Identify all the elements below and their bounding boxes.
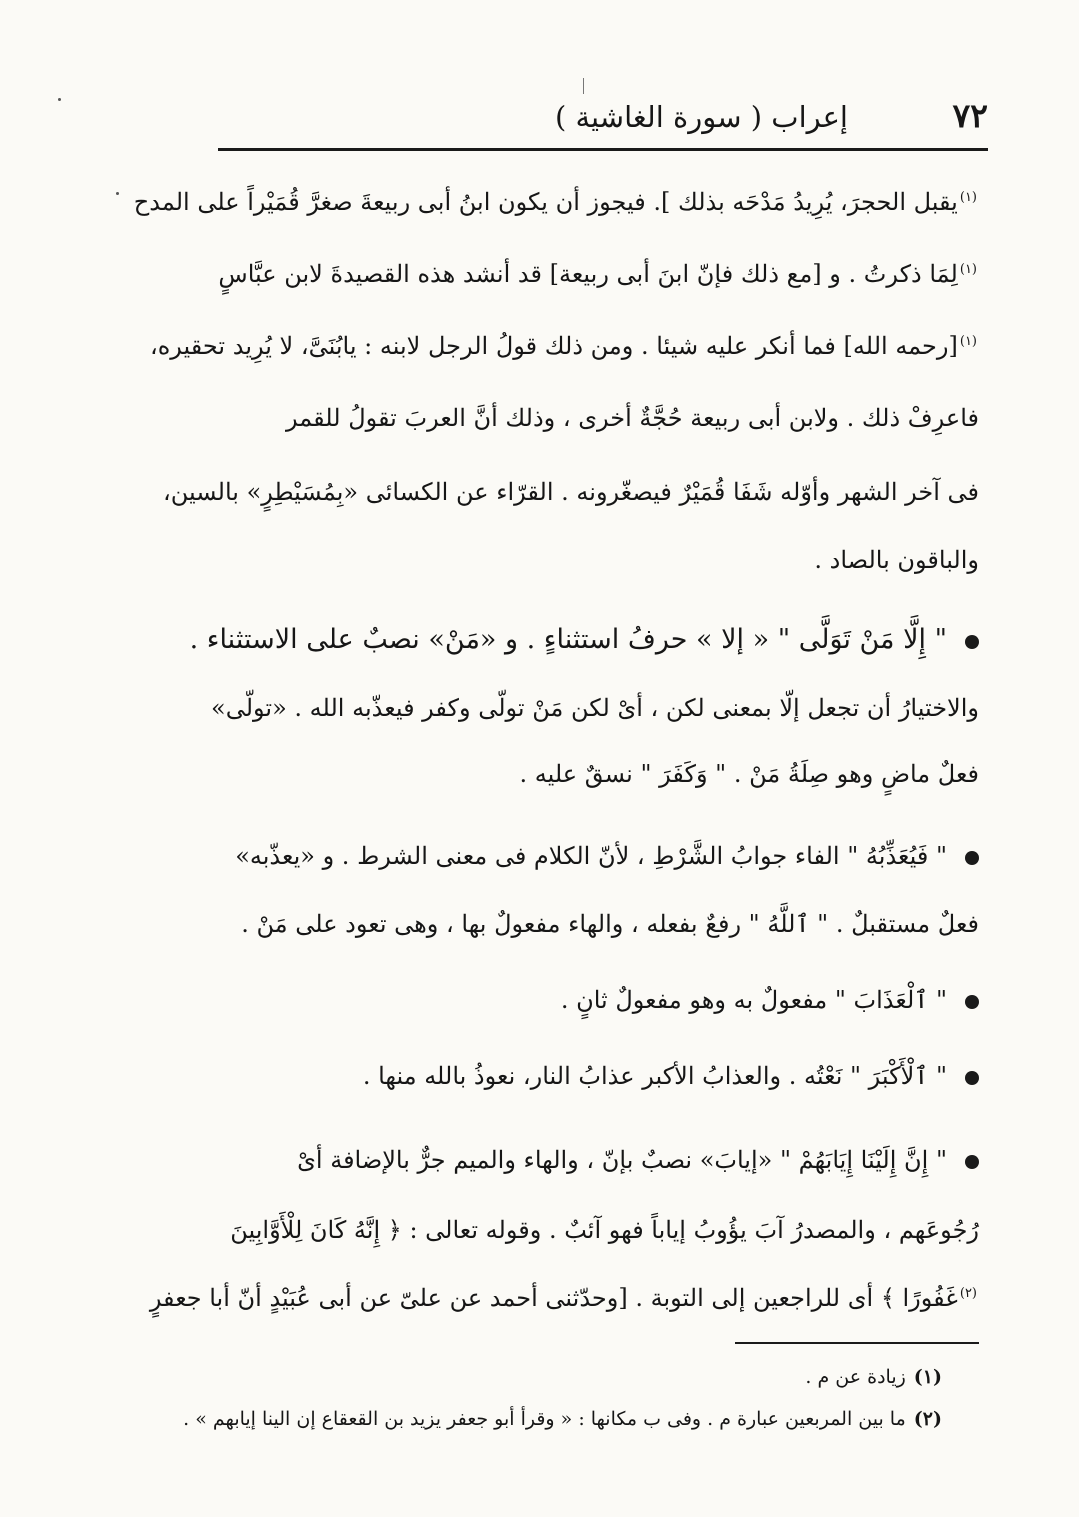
- text-line: رُجُوعَهم ، والمصدرُ آبَ يؤُوبُ إياباً فهو آئبٌ . وقوله تعالى : ﴿ إِنَّهُ كَانَ لِلْأَوَّابِينَ: [230, 1216, 979, 1244]
- paper-speck: [58, 98, 61, 101]
- text-line: فاعرِفْ ذلك . ولابن أبى ربيعة حُجَّةٌ أخرى ، وذلك أنَّ العربَ تقولُ للقمر: [286, 404, 979, 432]
- footnote-mark: (١): [959, 190, 977, 205]
- bullet-icon: [965, 851, 979, 865]
- text-line: فعلٌ مستقبلٌ . " ٱللَّهُ " رفعٌ بفعله ، والهاء مفعولٌ بها ، وهى تعود على مَنْ .: [241, 910, 979, 938]
- footnote-mark: (١): [959, 262, 977, 277]
- footnote: (١)زيادة عن م .: [805, 1366, 942, 1388]
- paper-speck: [116, 192, 119, 195]
- bullet-entry: " إِنَّ إِلَيْنَا إِيَابَهُمْ " «إيابَ» نصبٌ بإنّ ، والهاء والميم جرٌّ بالإضافة أىْ: [222, 1146, 979, 1175]
- bullet-icon: [965, 635, 979, 649]
- text-line: والباقون بالصاد .: [814, 546, 979, 574]
- bullet-entry: " إِلَّا مَنْ تَوَلَّى " « إلا » حرفُ استثناءٍ . و «مَنْ» نصبٌ على الاستثناء .: [222, 624, 979, 656]
- running-title: إعراب ( سورة الغاشية ): [554, 100, 848, 134]
- text-line: والاختيارُ أن تجعل إلّا بمعنى لكن ، أىْ لكن مَنْ تولّى وكفر فيعذّبه الله . «تولّى»: [211, 694, 979, 722]
- page-header: [218, 96, 988, 146]
- text-line: $^{(٢)}$غَفُورًا ﴾ أى للراجعين إلى التوبة . [وحدّثنى أحمد عن علىّ عن أبى عُبَيْدٍ أنّ أبا جعفرٍ: [149, 1284, 977, 1312]
- print-mark: [583, 78, 584, 94]
- bullet-icon: [965, 1071, 979, 1085]
- bullet-entry: " ٱلْأَكْبَرَ " نَعْتُه . والعذابُ الأكبر عذابُ النار، نعوذُ بالله منها .: [222, 1062, 979, 1091]
- text-line: $^{(١)}$يقبل الحجرَ، يُرِيدُ مَدْحَه بذلك ]. فيجوز أن يكون ابنُ أبى ربيعةَ صغرَّ قُمَيْراً على المدح: [133, 188, 977, 216]
- text-line: $^{(١)}$[رحمه الله] فما أنكر عليه شيئا . ومن ذلك قولُ الرجل لابنه : يابُنَىَّ، لا يُرِيد تحقيره،: [149, 332, 977, 360]
- footnote: (٢)ما بين المربعين عبارة م . وفى ب مكانها : « وقرأ أبو جعفر يزيد بن القعقاع إن الينا إيابهم » .: [183, 1408, 942, 1430]
- bullet-icon: [965, 1155, 979, 1169]
- text-line: فى آخر الشهر وأوّله شَفَا قُمَيْرٌ فيصغّرونه . القرّاء عن الكسائى «بِمُسَيْطِرٍ» بالسين،: [162, 478, 979, 506]
- header-rule: [218, 148, 988, 151]
- footnote-mark: (١): [959, 334, 977, 349]
- footnote-mark: (٢): [959, 1286, 977, 1301]
- text-line: $^{(١)}$لِمَا ذكرتُ . و [مع ذلك فإنّ ابنَ أبى ربيعة] قد أنشد هذه القصيدةَ لابن عبَّاسٍ: [218, 260, 977, 288]
- text-line: فعلٌ ماضٍ وهو صِلَةُ مَنْ . " وَكَفَرَ " نسقٌ عليه .: [519, 760, 979, 788]
- bullet-entry: " ٱلْعَذَابَ " مفعولٌ به وهو مفعولٌ ثانٍ .: [222, 986, 979, 1015]
- page-number: ٧٢: [952, 96, 988, 135]
- bullet-entry: " فَيُعَذِّبُهُ " الفاء جوابُ الشَّرْطِ ، لأنّ الكلام فى معنى الشرط . و «يعذّبه»: [222, 842, 979, 871]
- bullet-icon: [965, 995, 979, 1009]
- footnote-rule: [735, 1342, 979, 1344]
